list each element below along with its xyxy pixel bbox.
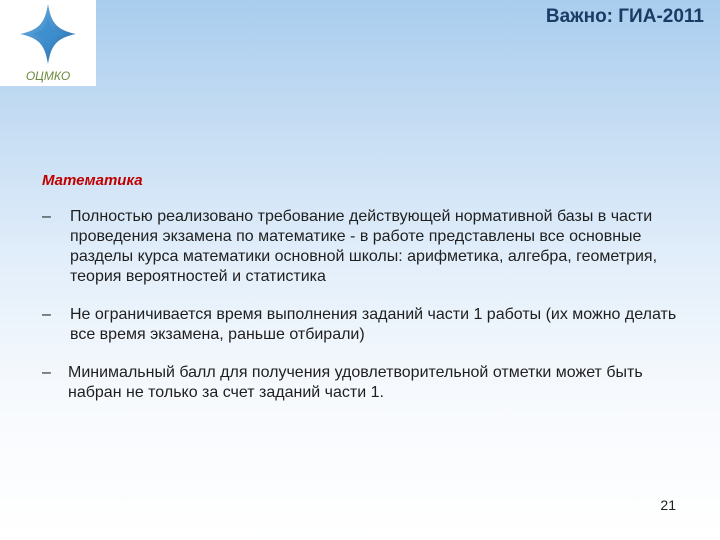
bullet-text: Полностью реализовано требование действующей нормативной базы в части проведения экзамена по математике - в работе представлены все основные разделы курса математики основной школы: арифметика, алгебра, геометрия, теория вероятностей и статистика <box>70 208 658 285</box>
logo <box>0 0 96 86</box>
bullet-dash: – <box>42 208 51 225</box>
bullet-item-2 <box>42 305 692 345</box>
slide-content <box>42 172 692 421</box>
star-logo-icon <box>0 0 96 86</box>
bullet-dash: – <box>42 364 51 381</box>
page-number: 21 <box>660 497 676 513</box>
logo-text: ОЦМКО <box>25 69 71 83</box>
bullet-text: Минимальный балл для получения удовлетворительной отметки может быть набран не только за счет заданий части 1. <box>68 364 643 401</box>
slide-title: Важно: ГИА-2011 <box>545 6 704 27</box>
bullet-dash: – <box>42 306 51 323</box>
bullet-item-1 <box>42 207 692 287</box>
bullet-item-3 <box>42 363 692 403</box>
subject-heading: Математика <box>42 172 143 189</box>
bullet-text: Не ограничивается время выполнения заданий части 1 работы (их можно делать все время экзамена, раньше отбирали) <box>70 306 677 343</box>
